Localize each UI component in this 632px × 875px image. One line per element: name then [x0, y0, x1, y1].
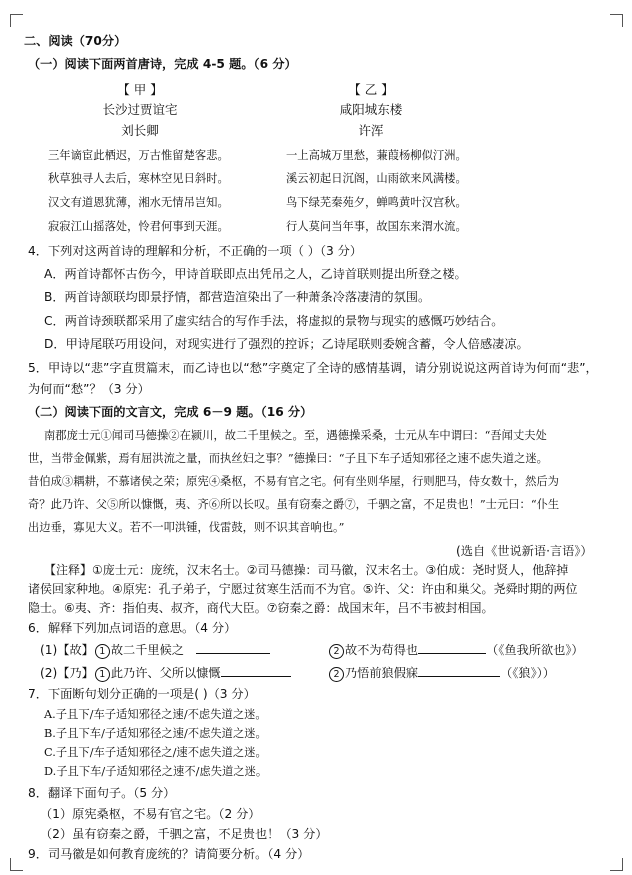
poem-a-tag: 【 甲 】	[117, 82, 163, 97]
q7-option: B.子且下车/子适知邪径之速/不虑失道之迷。	[44, 727, 267, 740]
q6-row2-sentence-a: 此乃许、父所以慷慨	[110, 666, 221, 680]
part2-heading: （二）阅读下面的文言文，完成 6－9 题。（16 分）	[28, 405, 313, 419]
q5-line: 为何而“愁”？（3 分）	[28, 382, 150, 396]
q6-row1-num-b: 2	[329, 644, 344, 659]
poem-a-title: 长沙过贾谊宅	[102, 102, 178, 117]
q6-stem: 6．解释下列加点词语的意思。（4 分）	[28, 621, 237, 635]
poem-a-line: 秋草独寻人去后，寒林空见日斜时。	[48, 172, 229, 185]
poem-b-tag: 【 乙 】	[348, 82, 394, 97]
q6-row1-answer-blank-a[interactable]	[196, 641, 270, 654]
q6-row2-prefix: (2)【乃】	[40, 666, 94, 680]
poem-b-line: 溪云初起日沉阁，山雨欲来风满楼。	[286, 172, 467, 185]
q9-stem: 9．司马徽是如何教育庞统的？请简要分析。（4 分）	[28, 847, 310, 861]
q6-row1-num-a: 1	[95, 644, 110, 659]
q6-row1-prefix: (1)【故】	[40, 643, 94, 657]
q4-option: B．两首诗颔联均即景抒情，都营造渲染出了一种萧条冷落凄清的氛围。	[44, 290, 431, 304]
q4-option: C．两首诗颈联都采用了虚实结合的写作手法，将虚拟的景物与现实的感慨巧妙结合。	[44, 314, 504, 328]
q6-row1-sentence-a: 故二千里候之	[110, 643, 184, 657]
q4-option: A．两首诗都怀古伤今，甲诗首联即点出凭吊之人，乙诗首联则提出所登之楼。	[44, 267, 467, 281]
notes-line: 诸侯回家种地。④原宪：孔子弟子，宁愿过贫寒生活而不为官。⑤许、父：许由和巢父。尧舜时期的两位	[28, 582, 578, 596]
passage-line: 出边垂，寡见大义。若不一叩洪锺，伐雷鼓，则不识其音响也。”	[28, 521, 345, 534]
notes-line: 隐士。⑥夷、齐：指伯夷、叔齐，商代大臣。⑦窃秦之爵：战国末年，吕不韦被封相国。	[28, 601, 494, 615]
q6-row2-source: （《狼》））	[500, 666, 555, 680]
q5-line: 5．甲诗以“悲”字直贯篇末，而乙诗也以“愁”字奠定了全诗的感情基调，请分别说说这两首诗为何而“悲”，	[28, 361, 598, 375]
q7-stem: 7．下面断句划分正确的一项是( )（3 分）	[28, 687, 256, 701]
q7-option: D.子且下车/子适知邪径之速不/虑失道之迷。	[44, 765, 268, 778]
poem-a-author: 刘长卿	[121, 123, 159, 138]
q6-row2-sentence-b: 乃悟前狼假寐	[345, 666, 419, 680]
poem-b-title: 咸阳城东楼	[339, 102, 403, 117]
q4-stem: 4．下列对这两首诗的理解和分析，不正确的一项（ ）（3 分）	[28, 244, 363, 258]
part1-heading: （一）阅读下面两首唐诗，完成 4-5 题。（6 分）	[28, 57, 297, 71]
q6-row-1-b	[328, 641, 584, 659]
q6-row-2	[40, 664, 291, 682]
poem-b-line: 行人莫问当年事，故国东来渭水流。	[286, 220, 467, 233]
q7-option: C.子且下/车子适知邪径之/速不虑失道之迷。	[44, 746, 267, 759]
q6-row2-num-b: 2	[329, 667, 344, 682]
corner-mark-top-left	[10, 14, 23, 27]
passage-line: 世，当带金佩紫，焉有屈洪流之量，而执丝妇之事？”德操曰：“子且下车子适知邪径之速不虑失道之迷。	[28, 452, 548, 465]
passage-source: (选自《世说新语·言语》）	[456, 544, 593, 558]
corner-mark-bottom-left	[10, 858, 23, 871]
q6-row-1	[40, 641, 270, 659]
q8-stem: 8．翻译下面句子。（5 分）	[28, 786, 176, 800]
q8-item: （1）原宪桑枢，不易有官之宅。（2 分）	[40, 807, 261, 821]
q8-item: （2）虽有窃秦之爵，千驷之富，不足贵也！（3 分）	[40, 827, 328, 841]
q6-row2-answer-blank-b[interactable]	[418, 664, 500, 677]
corner-mark-bottom-right	[610, 858, 623, 871]
q6-row-2-b	[328, 664, 555, 682]
section-title: 二、阅读（70分）	[24, 34, 127, 48]
notes-line: 【注释】①庞士元：庞统，汉末名士。②司马德操：司马徽，汉末名士。③伯成：尧时贤人，他辞掉	[44, 563, 569, 577]
poem-b-author: 许浑	[358, 123, 384, 138]
q6-row2-answer-blank-a[interactable]	[221, 664, 291, 677]
q6-row2-num-a: 1	[95, 667, 110, 682]
poem-a-line: 汉文有道恩犹薄，湘水无情吊岂知。	[48, 196, 229, 209]
q6-row1-answer-blank-b[interactable]	[418, 641, 486, 654]
passage-line: 奇？此乃许、父⑤所以慷慨，夷、齐⑥所以长叹。虽有窃秦之爵⑦，千驷之富，不足贵也！”士元曰：“仆生	[28, 498, 560, 511]
poem-a-line: 三年谪宦此栖迟，万古惟留楚客悲。	[48, 149, 229, 162]
poem-b-line: 一上高城万里愁，蒹葭杨柳似汀洲。	[286, 149, 467, 162]
passage-line: 昔伯成③耦耕，不慕诸侯之荣；原宪④桑枢，不易有官之宅。何有坐则华屋，行则肥马，侍女数十，然后为	[28, 475, 559, 488]
poem-b-line: 鸟下绿芜秦苑夕，蝉鸣黄叶汉宫秋。	[286, 196, 467, 209]
passage-line: 南郡庞士元①闻司马德操②在颍川，故二千里候之。至，遇德操采桑，士元从车中谓曰：“吾闻丈夫处	[44, 429, 547, 442]
poem-a-line: 寂寂江山摇落处，怜君何事到天涯。	[48, 220, 229, 233]
corner-mark-top-right	[610, 14, 623, 27]
q6-row1-source: （《鱼我所欲也》）	[486, 643, 584, 657]
q7-option: A.子且下/车子适知邪径之速/不虑失道之迷。	[44, 708, 267, 721]
q6-row1-sentence-b: 故不为苟得也	[345, 643, 419, 657]
q4-option: D．甲诗尾联巧用设问，对现实进行了强烈的控诉；乙诗尾联则委婉含蓄，令人倍感凄凉。	[44, 337, 529, 351]
